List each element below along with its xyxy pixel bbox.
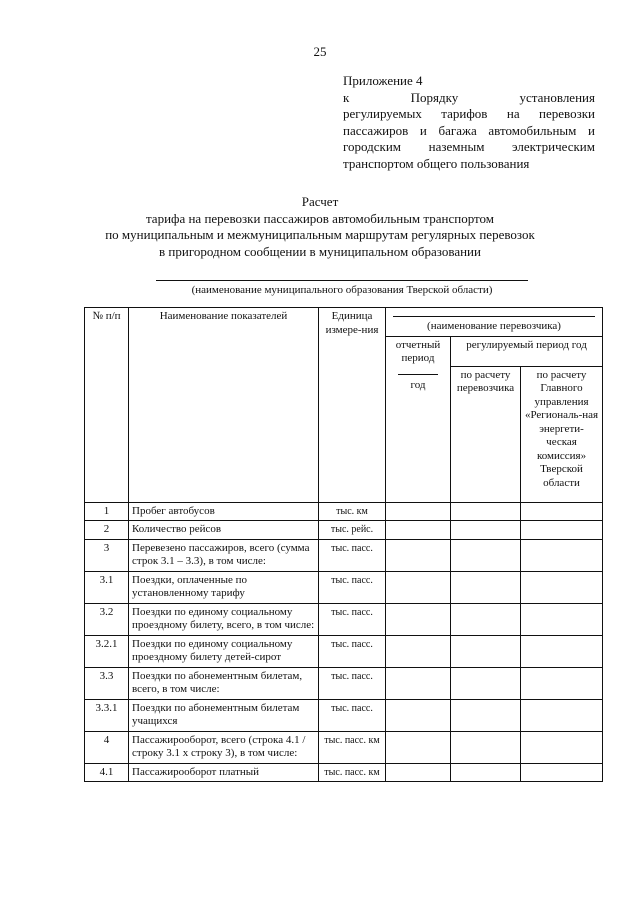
table-row — [85, 763, 603, 782]
row-cell-reporting — [386, 635, 451, 667]
row-num: 3.1 — [85, 571, 129, 603]
table-row — [85, 731, 603, 763]
annex-word-k: к — [343, 89, 350, 105]
row-cell-carrier — [451, 667, 521, 699]
row-cell-rek — [521, 603, 603, 635]
row-cell-carrier — [451, 502, 521, 521]
row-unit: тыс. пасс. — [319, 667, 386, 699]
row-cell-rek — [521, 667, 603, 699]
tariff-table — [84, 307, 603, 782]
table-row — [85, 667, 603, 699]
row-name: Поездки по единому социальному проездному билету детей-сирот — [129, 635, 319, 667]
row-cell-reporting — [386, 731, 451, 763]
row-unit: тыс. пасс. — [319, 699, 386, 731]
row-num: 4 — [85, 731, 129, 763]
row-name: Поездки, оплаченные по установленному тарифу — [129, 571, 319, 603]
row-name: Пробег автобусов — [129, 502, 319, 521]
row-num: 1 — [85, 502, 129, 521]
row-cell-rek — [521, 635, 603, 667]
row-cell-rek — [521, 571, 603, 603]
annex-word-poryadku: Порядку — [410, 89, 459, 105]
reporting-year-label: год — [410, 378, 426, 391]
header-regulated-period: регулируемый период год — [451, 336, 603, 366]
reporting-period-label: отчетный период — [395, 338, 441, 364]
table-row — [85, 603, 603, 635]
row-cell-reporting — [386, 763, 451, 782]
row-name: Поездки по абонементным билетам учащихся — [129, 699, 319, 731]
row-unit: тыс. рейс. — [319, 521, 386, 540]
row-cell-rek — [521, 521, 603, 540]
row-cell-reporting — [386, 539, 451, 571]
heading-line-2: тарифа на перевозки пассажиров автомобильным транспортом — [145, 210, 495, 226]
row-cell-rek — [521, 502, 603, 521]
row-cell-rek — [521, 539, 603, 571]
row-name: Поездки по абонементным билетам, всего, в том числе: — [129, 667, 319, 699]
row-cell-rek — [521, 763, 603, 782]
heading-line-1: Расчет — [301, 194, 339, 209]
table-row — [85, 571, 603, 603]
header-unit: Единица измере-ния — [319, 308, 386, 503]
row-cell-carrier — [451, 539, 521, 571]
row-num: 3.2 — [85, 603, 129, 635]
row-name: Поездки по единому социальному проездному билету, всего, в том числе: — [129, 603, 319, 635]
row-unit: тыс. км — [319, 502, 386, 521]
row-cell-carrier — [451, 763, 521, 782]
carrier-blank-line — [393, 316, 595, 317]
municipality-blank-line — [156, 280, 528, 281]
carrier-caption: (наименование перевозчика) — [427, 320, 561, 332]
row-cell-carrier — [451, 699, 521, 731]
row-name: Пассажирооборот платный — [129, 763, 319, 782]
row-num: 2 — [85, 521, 129, 540]
row-cell-reporting — [386, 667, 451, 699]
row-unit: тыс. пасс. — [319, 635, 386, 667]
table-row — [85, 521, 603, 540]
document-heading — [0, 194, 640, 260]
header-by-carrier: по расчету перевозчика — [451, 366, 521, 502]
header-indicator-name: Наименование показателей — [129, 308, 319, 503]
annex-title: Приложение 4 — [343, 73, 423, 88]
row-cell-reporting — [386, 502, 451, 521]
heading-line-3: по муниципальным и межмуниципальным маршрутам регулярных перевозок — [105, 227, 535, 242]
row-unit: тыс. пасс. км — [319, 731, 386, 763]
annex-block — [343, 73, 595, 172]
table-row — [85, 699, 603, 731]
table-row — [85, 539, 603, 571]
annex-first-line — [343, 90, 595, 107]
row-cell-carrier — [451, 571, 521, 603]
table-row — [85, 502, 603, 521]
row-name: Перевезено пассажиров, всего (сумма строк 3.1 – 3.3), в том числе: — [129, 539, 319, 571]
header-by-rek: по расчету Главного управления «Региональ-ная энергети-ческая комиссия» Тверской области — [521, 366, 603, 502]
row-num: 3.3.1 — [85, 699, 129, 731]
annex-word-ustanovleniya: установления — [519, 89, 595, 105]
row-num: 3 — [85, 539, 129, 571]
table-row — [85, 635, 603, 667]
header-num: № п/п — [85, 308, 129, 503]
row-cell-carrier — [451, 731, 521, 763]
row-unit: тыс. пасс. — [319, 571, 386, 603]
row-unit: тыс. пасс. — [319, 603, 386, 635]
row-cell-reporting — [386, 603, 451, 635]
row-cell-reporting — [386, 521, 451, 540]
annex-body: регулируемых тарифов на перевозки пассажиров и багажа автомобильным и городским наземным электрическим транспортом общего пользования — [343, 106, 595, 171]
row-name: Количество рейсов — [129, 521, 319, 540]
page-number: 25 — [313, 44, 327, 59]
row-unit: тыс. пасс. км — [319, 763, 386, 782]
row-cell-carrier — [451, 603, 521, 635]
row-num: 3.2.1 — [85, 635, 129, 667]
header-carrier — [386, 308, 603, 337]
header-reporting-period — [386, 336, 451, 502]
row-num: 4.1 — [85, 763, 129, 782]
municipality-caption: (наименование муниципального образования Тверской области) — [191, 284, 493, 296]
row-cell-carrier — [451, 521, 521, 540]
row-cell-rek — [521, 699, 603, 731]
row-cell-reporting — [386, 571, 451, 603]
row-unit: тыс. пасс. — [319, 539, 386, 571]
row-name: Пассажирооборот, всего (строка 4.1 / строку 3.1 х строку 3), в том числе: — [129, 731, 319, 763]
row-num: 3.3 — [85, 667, 129, 699]
row-cell-reporting — [386, 699, 451, 731]
row-cell-carrier — [451, 635, 521, 667]
reporting-year-blank — [398, 374, 438, 375]
row-cell-rek — [521, 731, 603, 763]
heading-line-4: в пригородном сообщении в муниципальном образовании — [159, 243, 481, 259]
